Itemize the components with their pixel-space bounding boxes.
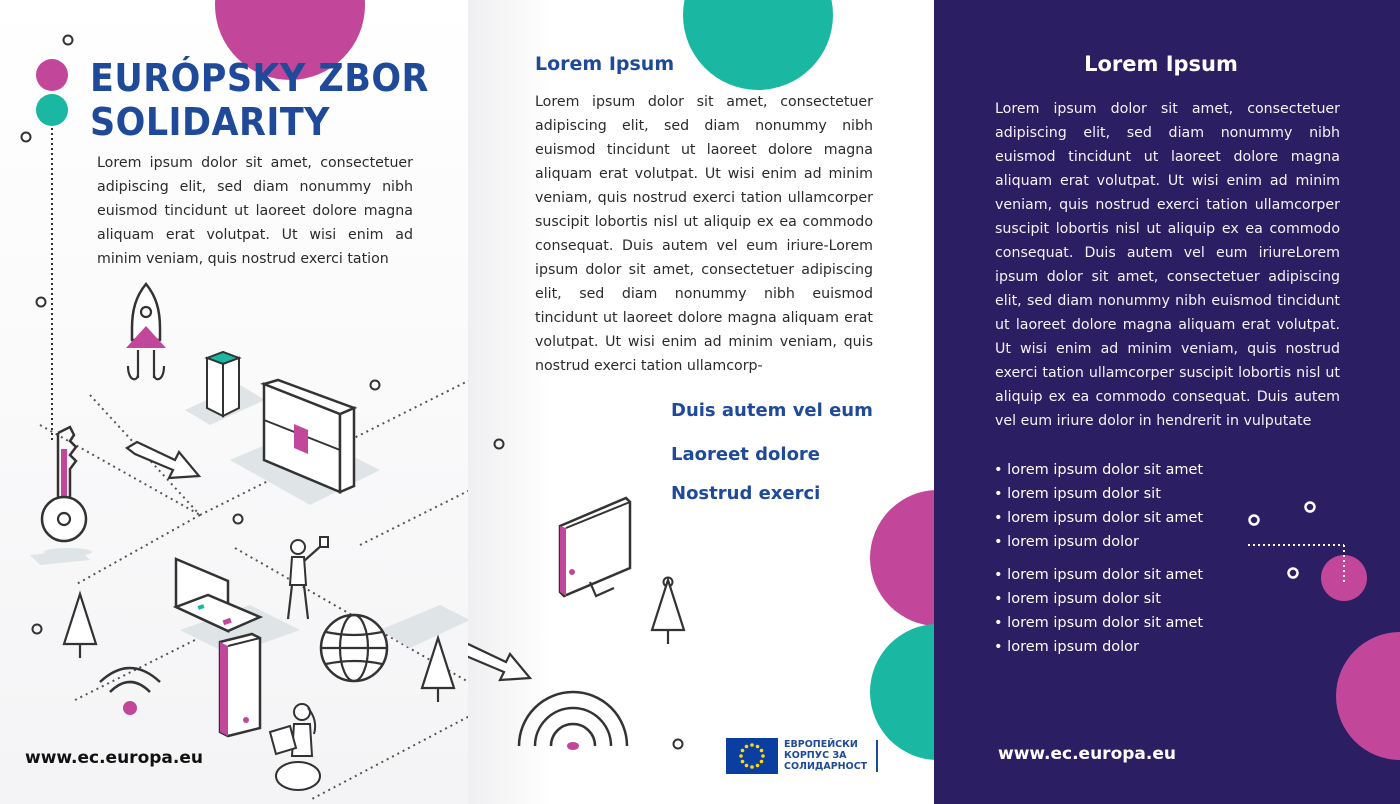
list-item: • lorem ipsum dolor sit: [994, 482, 1203, 506]
logo-text-line2: КОРПУС ЗА: [784, 750, 847, 761]
right-heading: Lorem Ipsum: [1084, 52, 1238, 76]
title-line1: EURÓPSKY ZBOR: [90, 56, 429, 100]
smartphone-icon: [216, 632, 266, 742]
list-item: • lorem ipsum dolor sit amet: [994, 506, 1203, 530]
eu-flag-icon: [726, 738, 778, 774]
bullet-list-2: [994, 563, 1203, 659]
section-paragraph: Lorem ipsum dolor sit amet, consectetuer adipiscing elit, sed diam nonummy nibh euismod tincidunt ut laoreet dolore magna aliquam erat volutpat. Ut wisi enim ad minim veniam, quis nostrud exerci tation ullamcorper suscipit lobortis nisl ut aliquip ex ea commodo consequat. Duis autem vel eum iriure-Lorem ipsum dolor sit amet, consectetuer adipiscing elit, sed diam nonummy nibh euismod tincidunt ut laoreet dolore magna aliquam erat volutpat. Ut wisi enim ad minim veniam, quis nostrud exerci tation ullamcorp-: [535, 94, 873, 374]
subheading-3: Nostrud exerci: [671, 483, 821, 504]
subheading-2: Laoreet dolore: [671, 444, 821, 465]
logo-text-line3: СОЛИДАРНОСТ: [784, 761, 868, 772]
billboard-icon: [260, 380, 360, 495]
cube-icon: [205, 350, 245, 420]
key-icon: [40, 425, 100, 555]
arrow-icon: [125, 438, 205, 488]
subheading-1: Duis autem vel eum: [671, 400, 873, 421]
left-panel: [0, 0, 468, 804]
right-paragraph: Lorem ipsum dolor sit amet, consectetuer adipiscing elit, sed diam nonummy nibh euismod tincidunt ut laoreet dolore magna aliquam erat volutpat. Ut wisi enim ad minim veniam, quis nostrud exerci tation ullamcorper suscipit lobortis nisl ut aliquip ex ea commodo consequat. Duis autem vel eum iriureLorem ipsum dolor sit amet, consectetuer adipiscing elit, sed diam nonummy nibh euismod tincidunt ut laoreet dolore magna aliquam erat volutpat. Ut wisi enim ad minim veniam, quis nostrud exerci tation ullamcorper suscipit lobortis nisl ut aliquip ex ea commodo consequat. Duis autem vel eum iriure dolor in hendrerit in vulputate: [995, 101, 1340, 429]
intro-paragraph: Lorem ipsum dolor sit amet, consectetuer adipiscing elit, sed diam nonummy nibh euismod tincidunt ut laoreet dolore magna aliquam erat volutpat. Ut wisi enim ad minim veniam, quis nostrud exerci tation: [97, 155, 413, 267]
list-item: • lorem ipsum dolor: [994, 635, 1203, 659]
title-line2: SOLIDARITY: [90, 100, 330, 144]
bullet-list-1: [994, 458, 1203, 554]
website-link[interactable]: www.ec.europa.eu: [25, 748, 203, 768]
globe-icon: [316, 610, 392, 686]
logo-text: [784, 739, 867, 772]
list-item: • lorem ipsum dolor sit amet: [994, 611, 1203, 635]
section-heading: Lorem Ipsum: [535, 53, 675, 75]
person-laptop-icon: [262, 700, 332, 795]
right-panel: [934, 0, 1400, 804]
list-item: • lorem ipsum dolor: [994, 530, 1203, 554]
logo-divider: [876, 740, 878, 772]
key-shadow: [40, 546, 100, 558]
middle-panel: [468, 0, 934, 804]
brochure-title: [90, 56, 429, 144]
tree-icon-2: [62, 592, 102, 662]
logo-text-line1: ЕВРОПЕЙСКИ: [784, 739, 858, 750]
website-link-right[interactable]: www.ec.europa.eu: [998, 744, 1176, 764]
arrow-icon-2: [468, 640, 536, 690]
monitor-icon: [556, 496, 646, 606]
list-item: • lorem ipsum dolor sit amet: [994, 458, 1203, 482]
eu-solidarity-corps-logo: [726, 738, 878, 774]
tree-icon-4: [650, 578, 690, 648]
wifi-icon: [96, 660, 166, 716]
rocket-icon: [118, 282, 178, 392]
list-item: • lorem ipsum dolor sit amet: [994, 563, 1203, 587]
list-item: • lorem ipsum dolor sit: [994, 587, 1203, 611]
wifi-arc-icon: [513, 690, 633, 750]
tree-icon-3: [420, 636, 460, 706]
